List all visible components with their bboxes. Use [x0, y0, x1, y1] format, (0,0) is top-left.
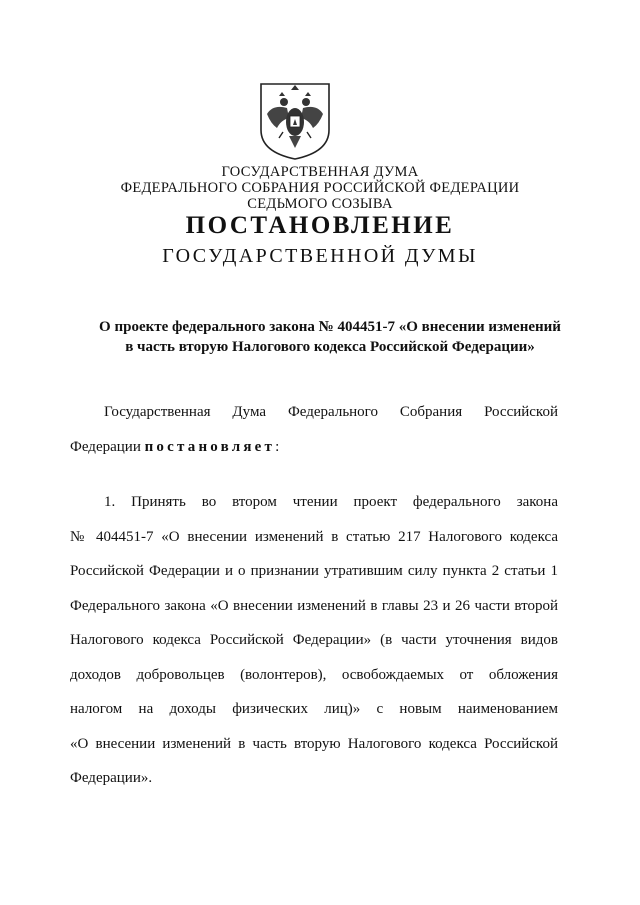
- preamble-suffix: :: [275, 439, 280, 455]
- subject-line: О проекте федерального закона № 404451-7 «О внесении изменений: [99, 319, 561, 335]
- document-type-subtitle: ГОСУДАРСТВЕННОЙ ДУМЫ: [162, 245, 478, 267]
- subject-line: в часть вторую Налогового кодекса Российской Федерации»: [125, 339, 535, 355]
- paragraph-line: № 404451-7 «О внесении изменений в статью 217 Налогового кодекса: [70, 529, 558, 545]
- russian-coat-of-arms-icon: [257, 80, 333, 162]
- header-convocation: СЕДЬМОГО СОЗЫВА: [247, 196, 393, 212]
- preamble-prefix: Федерации: [70, 439, 145, 455]
- paragraph-line: доходов добровольцев (волонтеров), освобождаемых от обложения: [70, 667, 558, 683]
- paragraph-line: «О внесении изменений в часть вторую Налогового кодекса Российской: [70, 736, 558, 752]
- paragraph-line: Федерального закона «О внесении изменений в главы 23 и 26 части второй: [70, 598, 558, 614]
- header-duma: ГОСУДАРСТВЕННАЯ ДУМА: [221, 164, 419, 180]
- document-type-title: ПОСТАНОВЛЕНИЕ: [185, 212, 455, 239]
- preamble-line: [70, 439, 558, 456]
- decree-verb: постановляет: [144, 439, 276, 455]
- paragraph-line: 1. Принять во втором чтении проект федерального закона: [104, 494, 558, 510]
- header-federal-assembly: ФЕДЕРАЛЬНОГО СОБРАНИЯ РОССИЙСКОЙ ФЕДЕРАЦИИ: [120, 180, 520, 196]
- paragraph-line: Федерации».: [70, 770, 153, 786]
- paragraph-line: Российской Федерации и о признании утратившим силу пункта 2 статьи 1: [70, 563, 558, 579]
- preamble-line: Государственная Дума Федерального Собрания Российской: [104, 404, 558, 420]
- document-subject: [60, 317, 600, 357]
- paragraph-line: налогом на доходы физических лиц)» с новым наименованием: [70, 701, 558, 717]
- paragraph-line: Налогового кодекса Российской Федерации» (в части уточнения видов: [70, 632, 558, 648]
